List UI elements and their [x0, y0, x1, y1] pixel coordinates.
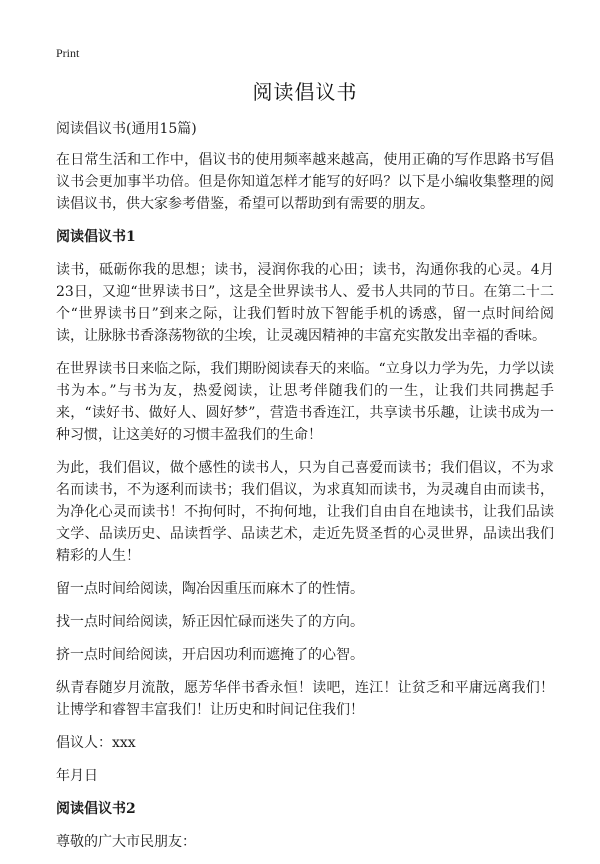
paragraph: 在世界读书日来临之际，我们期盼阅读春天的来临。“立身以力学为先，力学以读书为本。”与书为友，热爱阅读，让思考伴随我们的一生，让我们共同携起手来，“读好书、做好人、圆好梦”，营造书香连江，共享读书乐趣，让读书成为一种习惯，让这美好的习惯丰盈我们的生命！: [56, 361, 554, 443]
document-title: 阅读倡议书: [252, 80, 358, 104]
date-line: 年月日: [56, 768, 98, 784]
paragraph: 留一点时间给阅读，陶冶因重压而麻木了的性情。: [56, 581, 364, 597]
document-subtitle: 阅读倡议书(通用15篇): [56, 121, 197, 137]
document-body: [56, 118, 554, 864]
section-heading-1: 阅读倡议书1: [56, 229, 136, 245]
paragraph: 挤一点时间给阅读，开启因功利而遮掩了的心智。: [56, 647, 364, 663]
print-link[interactable]: Print: [56, 46, 80, 60]
signature-line: 倡议人：xxx: [56, 735, 136, 751]
section-heading-2: 阅读倡议书2: [56, 801, 136, 817]
paragraph: 纵青春随岁月流散，愿芳华伴书香永恒！读吧，连江！让贫乏和平庸远离我们！让博学和睿智丰富我们！让历史和时间记住我们！: [56, 680, 554, 718]
salutation: 尊敬的广大市民朋友：: [56, 834, 196, 850]
intro-paragraph: 在日常生活和工作中，倡议书的使用频率越来越高，使用正确的写作思路书写倡议书会更加事半功倍。但是你知道怎样才能写的好吗？以下是小编收集整理的阅读倡议书，供大家参考借鉴，希望可以帮助到有需要的朋友。: [56, 152, 554, 212]
paragraph: 读书，砥砺你我的思想；读书，浸润你我的心田；读书，沟通你我的心灵。4月23日，又迎“世界读书日”，这是全世界读书人、爱书人共同的节日。在第二十二个“世界读书日”到来之际，让我们暂时放下智能手机的诱惑，留一点时间给阅读，让脉脉书香涤荡物欲的尘埃，让灵魂因精神的丰富充实散发出幸福的香味。: [56, 262, 554, 344]
paragraph: 为此，我们倡议，做个感性的读书人，只为自己喜爱而读书；我们倡议，不为求名而读书，不为逐利而读书；我们倡议，为求真知而读书，为灵魂自由而读书，为净化心灵而读书！不拘何时，不拘何地，让我们自由自在地读书，让我们品读文学、品读历史、品读哲学、品读艺术，走近先贤圣哲的心灵世界，品读出我们精彩的人生！: [56, 460, 554, 564]
paragraph: 找一点时间给阅读，矫正因忙碌而迷失了的方向。: [56, 614, 364, 630]
